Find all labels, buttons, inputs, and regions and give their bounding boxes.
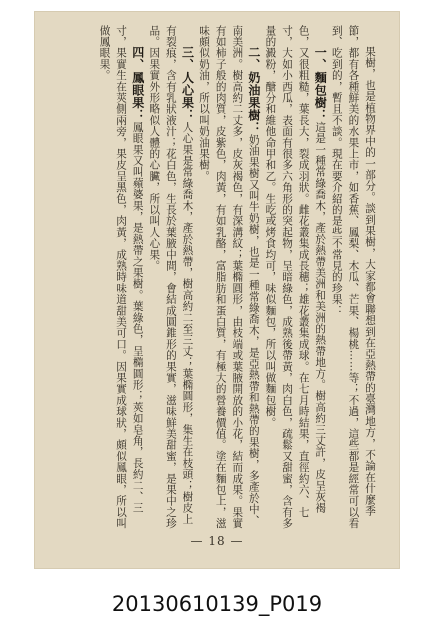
butterfruit-line-2: 美洲。樹高約二丈多，皮灰褐色，有深溝紋；葉橢圓形，由枝端或葉腋開放的小花，結而成果。果實有如柿 (214, 25, 244, 530)
heartfruit-line-1: 人心果是常綠喬木，產於熱帶，樹高約二至三丈；葉橢圓形，集生在枝頭；樹皮上 (181, 121, 194, 525)
intro-paragraph (328, 25, 378, 530)
section-title-butterfruit: 二、奶油果樹： (246, 46, 261, 135)
image-caption: 20130610139_P019 (111, 592, 323, 616)
page-number: — 18 — (190, 534, 244, 548)
phoenix-eye-line-2: 實生在莢側兩旁，果皮呈黑色，肉黃，成熟時味道甜美可口。因果實成球狀，頗似鳳眼，所以叫做鳳眼果。 (98, 25, 128, 530)
section-title-phoenix-eye: 四、鳳眼果： (130, 46, 145, 122)
breadfruit-line-1: 這是一種常綠喬木，產於熱帶美洲和美洲的熱帶地方。樹高約三丈許，皮呈灰褐色，又很 (297, 25, 327, 514)
breadfruit-line-3: ，表面有很多六角形的突起物，呈暗綠色，成熟後帶黃，肉白色，疏鬆又甜蜜，含有多量的澱粉，醣分和維 (264, 25, 294, 530)
heartfruit-line-2: 有裂痕，含有乳狀液汁；花白色，生長於葉腋中間，會結成圓錐形的果實，滋味鮮美甜蜜，是果中之珍品。 (148, 25, 177, 529)
butterfruit-line-3: 子般的肉質，皮紫色，肉黃，有如乳酪，富脂肪和蛋白質，有極大的營養價值。塗在麵包上，滋味頗似 (198, 25, 227, 530)
section-heartfruit (146, 25, 196, 530)
butterfruit-line-4: 奶油，所以叫奶油果樹。 (198, 58, 211, 182)
book-page (34, 11, 400, 569)
breadfruit-line-4: 他命甲和乙。生吃或烤食均可，味似麵包，所以叫做麵包樹。 (264, 125, 277, 429)
intro-line-2: 有各種鮮美的水果上市，如香蕉、鳳梨、木瓜、芒果、楊桃……等；不過，這些都是經常可以看到、吃到的 (330, 25, 360, 529)
breadfruit-line-2: 粗糙，葉長大，裂成羽狀。雌花叢集成長穗；雄花叢集成球。在七月時結果，直徑約六、七寸，大如小西瓜 (281, 25, 310, 518)
section-title-heartfruit: 三、人心果： (180, 46, 195, 122)
section-phoenix-eye (96, 25, 146, 530)
phoenix-eye-line-1: 鳳眼果又叫蘋婆果，是熱帶之果樹。葉綠色，呈橢圓形；莢如皂角，長約二、三寸，果 (115, 25, 144, 514)
section-title-breadfruit: 一、麵包樹： (313, 46, 328, 122)
heartfruit-line-3: 因果實外形略似人體的心臟，所以叫人心果。 (148, 47, 161, 272)
intro-line-1: 果樹，也是植物界中的一部分。談到果樹，大家都會聯想到在亞熱帶的臺灣地方，不論在什麼季節，都 (347, 25, 376, 517)
vertical-body-text (52, 25, 378, 530)
section-breadfruit (262, 25, 328, 530)
intro-line-3: ，暫且不談。現在要介紹的是些不常見的珍果： (330, 81, 343, 317)
section-butterfruit (195, 25, 261, 530)
butterfruit-line-1: 奶油果樹又叫牛奶樹，也是一種常綠喬木，是亞熱帶和熱帶的果樹，多產於中、南 (231, 25, 260, 527)
